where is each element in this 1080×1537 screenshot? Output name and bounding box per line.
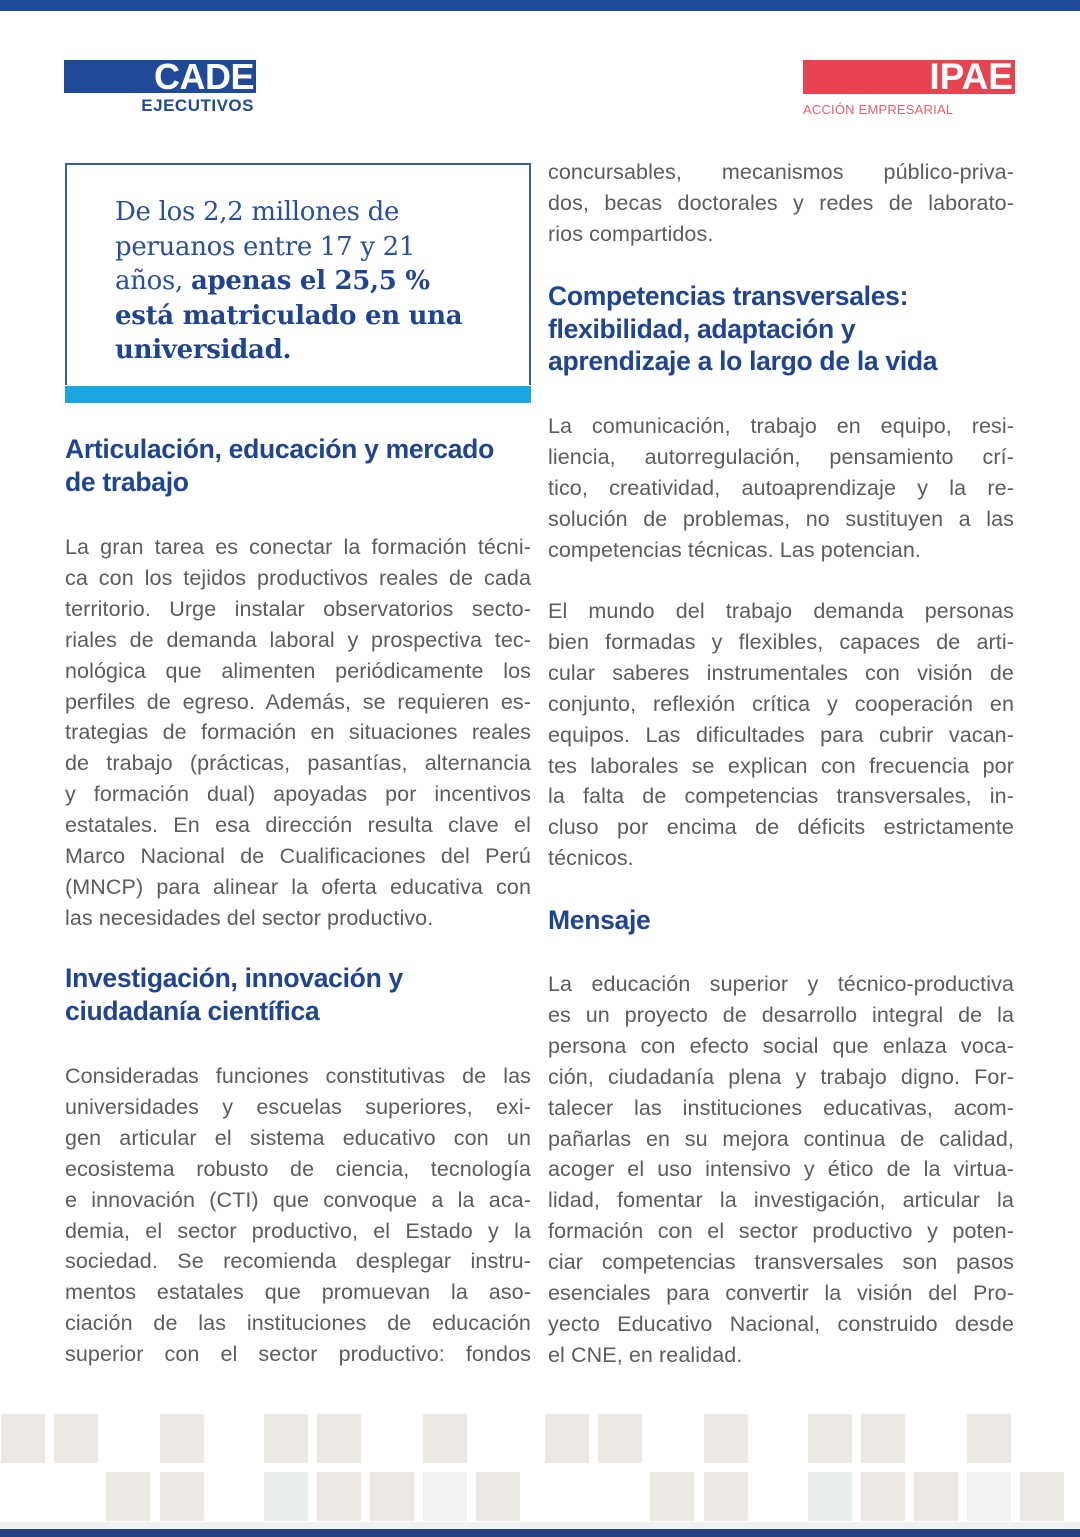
- body-line: y formación dual) apoyadas por incentivos: [65, 782, 531, 807]
- cade-ejecutivos-logo: [64, 56, 256, 116]
- cade-logo-band: [64, 56, 256, 97]
- section-heading-articulacion: [65, 433, 531, 498]
- decorative-square: [1, 1414, 45, 1463]
- heading-line: Mensaje: [548, 905, 651, 935]
- section-body-mensaje: [548, 969, 1014, 1371]
- body-line: sociedad. Se recomienda desplegar instru-: [65, 1249, 531, 1274]
- callout-text: [115, 195, 495, 368]
- body-line: universidades y escuelas superiores, exi-: [65, 1094, 531, 1119]
- decorative-square: [704, 1472, 748, 1521]
- decorative-square: [650, 1472, 694, 1521]
- decorative-square: [1020, 1472, 1064, 1521]
- section-body-investigacion: [65, 1061, 531, 1370]
- callout-line: [115, 299, 495, 334]
- decorative-square: [423, 1472, 467, 1521]
- body-line: pañarlas en su mejora continua de calidad,: [548, 1126, 1014, 1151]
- heading-line: de trabajo: [65, 466, 189, 497]
- decorative-square: [370, 1472, 414, 1521]
- statistic-callout-box: [65, 163, 531, 385]
- section-body-articulacion: [65, 532, 531, 934]
- body-line: (MNCP) para alinear la oferta educativa con: [65, 874, 531, 899]
- body-line: territorio. Urge instalar observatorios secto-: [65, 596, 531, 621]
- ipae-logo: [803, 56, 1015, 117]
- bottom-light-strip: [0, 1522, 1080, 1529]
- body-line: bien formadas y flexibles, capaces de arti-: [548, 629, 1014, 654]
- callout-line: [115, 264, 495, 299]
- body-line: ciación de las instituciones de educación: [65, 1311, 531, 1336]
- callout-line: [115, 195, 495, 230]
- body-line: Consideradas funciones constitutivas de las: [65, 1064, 531, 1088]
- body-line: dos, becas doctorales y redes de laborato-: [548, 190, 1014, 215]
- callout-bold-text: universidad.: [115, 335, 292, 365]
- continuation-paragraph: [548, 157, 1014, 250]
- body-line: acoger el uso intensivo y ético de la virtua-: [548, 1157, 1014, 1182]
- section-body-competencias-1: [548, 411, 1014, 566]
- body-line: La comunicación, trabajo en equipo, resi-: [548, 414, 1014, 438]
- heading-line: flexibilidad, adaptación y: [548, 313, 856, 344]
- body-line: ción, ciudadanía plena y trabajo digno. For-: [548, 1064, 1014, 1089]
- body-line: técnicos.: [548, 846, 634, 871]
- decorative-square: [54, 1414, 98, 1463]
- body-line: formación con el sector productivo y poten-: [548, 1219, 1014, 1244]
- body-line: la falta de competencias transversales, in-: [548, 784, 1014, 809]
- decorative-square: [423, 1414, 467, 1463]
- body-line: trategias de formación en situaciones reales: [65, 720, 531, 745]
- decorative-square: [317, 1414, 361, 1463]
- body-line: gen articular el sistema educativo con un: [65, 1125, 531, 1150]
- heading-line: Articulación, educación y mercado: [65, 434, 494, 464]
- decorative-square: [598, 1414, 642, 1463]
- decorative-square: [106, 1472, 150, 1521]
- body-line: Marco Nacional de Cualificaciones del Perú: [65, 844, 531, 869]
- callout-accent-bar: [65, 386, 531, 403]
- top-accent-bar: [0, 0, 1080, 11]
- body-line: talecer las instituciones educativas, acom-: [548, 1095, 1014, 1120]
- heading-line: Competencias transversales:: [548, 281, 909, 311]
- body-line: las necesidades del sector productivo.: [65, 905, 434, 930]
- body-line: el CNE, en realidad.: [548, 1342, 743, 1367]
- body-line: esenciales para convertir la visión del Pro-: [548, 1281, 1014, 1306]
- decorative-square: [476, 1472, 520, 1521]
- body-line: persona con efecto social que enlaza voca-: [548, 1033, 1014, 1058]
- section-heading-competencias: [548, 280, 1014, 378]
- decorative-square: [967, 1414, 1011, 1463]
- body-line: yecto Educativo Nacional, construido desde: [548, 1311, 1014, 1336]
- body-line: liencia, autorregulación, pensamiento crí-: [548, 444, 1014, 469]
- body-line: superior con el sector productivo: fondos: [65, 1342, 531, 1367]
- heading-line: ciudadanía científica: [65, 995, 320, 1026]
- body-line: es un proyecto de desarrollo integral de la: [548, 1002, 1014, 1027]
- section-body-competencias-2: [548, 596, 1014, 874]
- cade-logo-subtitle: EJECUTIVOS: [141, 96, 254, 115]
- callout-line: [115, 333, 495, 368]
- body-line: cular saberes instrumentales con visión de: [548, 660, 1014, 685]
- body-line: riales de demanda laboral y prospectiva tec-: [65, 627, 531, 652]
- decorative-square: [861, 1414, 905, 1463]
- body-line: ca con los tejidos productivos reales de cada: [65, 565, 531, 590]
- callout-regular-text: peruanos entre 17 y 21: [115, 231, 416, 262]
- body-line: El mundo del trabajo demanda personas: [548, 599, 1014, 623]
- body-line: conjunto, reflexión crítica y cooperación en: [548, 691, 1014, 716]
- body-line: de trabajo (prácticas, pasantías, alternancia: [65, 751, 531, 776]
- body-line: competencias técnicas. Las potencian.: [548, 537, 921, 562]
- body-line: rios compartidos.: [548, 221, 714, 246]
- body-line: tes laborales se explican con frecuencia por: [548, 753, 1014, 778]
- decorative-square: [861, 1472, 905, 1521]
- ipae-logo-subtitle: ACCIÓN EMPRESARIAL: [803, 102, 954, 117]
- cade-logo-text: CADE: [153, 56, 254, 97]
- body-line: ecosistema robusto de ciencia, tecnología: [65, 1156, 531, 1181]
- body-line: mentos estatales que promuevan la aso-: [65, 1280, 531, 1305]
- decorative-square: [914, 1472, 958, 1521]
- body-line: estatales. En esa dirección resulta clave el: [65, 813, 531, 838]
- decorative-square: [808, 1414, 852, 1463]
- decorative-square: [545, 1414, 589, 1463]
- decorative-square: [160, 1414, 204, 1463]
- decorative-square: [264, 1414, 308, 1463]
- section-heading-investigacion: [65, 962, 531, 1027]
- body-line: concursables, mecanismos público-priva-: [548, 160, 1014, 184]
- body-line: tico, creatividad, autoaprendizaje y la re-: [548, 475, 1014, 500]
- callout-bold-text: apenas el 25,5 %: [190, 266, 430, 296]
- decorative-square: [808, 1472, 852, 1521]
- bottom-accent-bar: [0, 1529, 1080, 1537]
- ipae-logo-text: IPAE: [929, 56, 1013, 97]
- body-line: e innovación (CTI) que convoque a la aca-: [65, 1187, 531, 1212]
- callout-bold-text: está matriculado en una: [115, 300, 463, 331]
- body-line: La gran tarea es conectar la formación técni-: [65, 535, 531, 559]
- body-line: solución de problemas, no sustituyen a las: [548, 506, 1014, 531]
- decorative-square: [967, 1472, 1011, 1521]
- decorative-square: [160, 1472, 204, 1521]
- body-line: cluso por encima de déficits estrictamente: [548, 815, 1014, 840]
- callout-regular-text: De los 2,2 millones de: [115, 197, 400, 227]
- body-line: perfiles de egreso. Además, se requieren es-: [65, 689, 531, 714]
- body-line: nológica que alimenten periódicamente los: [65, 658, 531, 683]
- body-line: La educación superior y técnico-productiva: [548, 972, 1014, 996]
- body-line: equipos. Las dificultades para cubrir vacan-: [548, 722, 1014, 747]
- body-line: ciar competencias transversales son pasos: [548, 1250, 1014, 1275]
- heading-line: aprendizaje a lo largo de la vida: [548, 346, 938, 376]
- callout-regular-text: años,: [115, 266, 191, 296]
- body-line: lidad, fomentar la investigación, articular la: [548, 1188, 1014, 1213]
- section-heading-mensaje: [548, 904, 1014, 937]
- heading-line: Investigación, innovación y: [65, 963, 403, 993]
- callout-line: [115, 230, 495, 265]
- decorative-square: [317, 1472, 361, 1521]
- decorative-square: [704, 1414, 748, 1463]
- ipae-logo-band: [803, 56, 1015, 97]
- body-line: demia, el sector productivo, el Estado y la: [65, 1218, 531, 1243]
- decorative-square: [264, 1472, 308, 1521]
